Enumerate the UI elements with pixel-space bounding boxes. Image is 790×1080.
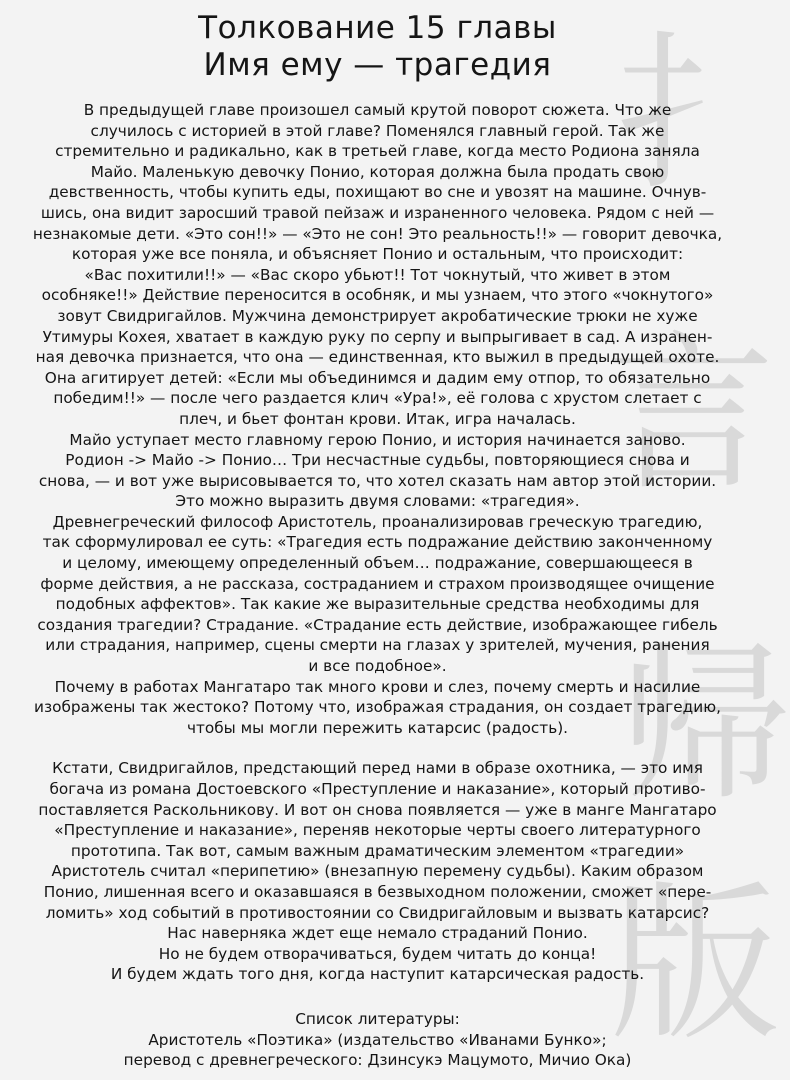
text-line: поставляется Раскольникову. И вот он снова появляется — уже в манге Мангатаро bbox=[38, 800, 717, 819]
body-section-2 bbox=[12, 758, 743, 985]
body-section-1 bbox=[12, 100, 743, 738]
background-calligraphy-glyph: 言 bbox=[604, 316, 775, 514]
text-line: снова, — и вот уже вырисовывается то, что хотел сказать нам автор этой истории. bbox=[38, 471, 717, 490]
text-line: Это можно выразить двумя словами: «трагедия». bbox=[175, 492, 580, 511]
text-line: шись, она видит заросший травой пейзаж и израненного человека. Рядом с ней — bbox=[40, 203, 715, 222]
text-line: богача из романа Достоевского «Преступление и наказание», который противо- bbox=[49, 780, 706, 798]
text-line: случилось с историей в этой главе? Поменялся главный герой. Так же bbox=[90, 121, 665, 140]
background-calligraphy-glyph: 版 bbox=[609, 866, 780, 1064]
text-line: плеч, и бьет фонтан крови. Итак, игра началась. bbox=[179, 409, 576, 428]
text-line: создания трагедии? Страдание. «Страдание есть действие, изображающее гибель bbox=[37, 615, 718, 634]
article-body bbox=[12, 100, 743, 1071]
text-line: В предыдущей главе произошел самый крутой поворот сюжета. Что же bbox=[83, 101, 672, 119]
text-line: зовут Свидригайлов. Мужчина демонстрирует акробатические трюки не хуже bbox=[57, 306, 698, 325]
text-line: Майо. Маленькую девочку Понио, которая должна была продать свою bbox=[90, 162, 665, 181]
text-line: изображены так жестоко? Потому что, изображая страдания, он создает трагедию, bbox=[34, 698, 721, 717]
text-line: прототипа. Так вот, самым важным драматическим элементом «трагедии» bbox=[70, 841, 685, 860]
references bbox=[12, 1009, 743, 1071]
text-line: Но не будем отворачиваться, будем читать до конца! bbox=[158, 944, 597, 963]
background-calligraphy-glyph: 帰 bbox=[619, 626, 790, 824]
page-title bbox=[0, 10, 755, 84]
text-line: Она агитирует детей: «Если мы объединимся и дадим ему отпор, то обязательно bbox=[44, 368, 711, 387]
text-line: Древнегреческий философ Аристотель, проанализировав греческую трагедию, bbox=[52, 512, 703, 531]
text-line: Нас наверняка ждет еще немало страданий Понио. bbox=[167, 924, 588, 943]
text-line: стремительно и радикально, как в третьей главе, когда место Родиона заняла bbox=[55, 142, 700, 161]
title-line-1: Толкование 15 главы bbox=[198, 10, 557, 46]
section-gap bbox=[12, 738, 743, 758]
text-line: Почему в работах Мангатаро так много крови и слез, почему смерть и насилие bbox=[54, 677, 701, 696]
text-line: особняке!!» Действие переносится в особняк, и мы узнаем, что этого «чокнутого» bbox=[41, 286, 714, 305]
text-line: чтобы мы могли пережить катарсис (радость). bbox=[186, 718, 569, 737]
text-line: ломить» ход событий в противостоянии со Свидригайловым и вызвать катарсис? bbox=[45, 903, 710, 922]
text-line: и все подобное». bbox=[308, 657, 447, 676]
references-heading: Список литературы: bbox=[295, 1009, 460, 1028]
text-line: И будем ждать того дня, когда наступит катарсическая радость. bbox=[110, 965, 645, 984]
text-line: Майо уступает место главному герою Понио, и история начинается заново. bbox=[69, 430, 686, 449]
text-line: незнакомые дети. «Это сон!!» — «Это не сон! Это реальность!!» — говорит девочка, bbox=[32, 224, 723, 243]
text-line: Кстати, Свидригайлов, предстающий перед нами в образе охотника, — это имя bbox=[52, 759, 703, 778]
text-line: и целому, имеющему определенный объем… подражание, совершающееся в bbox=[62, 554, 693, 573]
reference-line: перевод с древнегреческого: Дзинсукэ Мацумото, Мичио Ока) bbox=[123, 1051, 632, 1070]
title-line-2: Имя ему — трагедия bbox=[203, 47, 552, 83]
reference-line: Аристотель «Поэтика» (издательство «Иванами Бунко»; bbox=[148, 1030, 607, 1049]
text-line: «Вас похитили!!» — «Вас скоро убьют!! Тот чокнутый, что живет в этом bbox=[84, 265, 671, 284]
text-line: Понио, лишенная всего и оказавшаяся в безвыходном положении, сможет «пере- bbox=[43, 882, 712, 901]
text-line: или страдания, например, сцены смерти на глазах у зрителей, мучения, ранения bbox=[45, 636, 710, 655]
text-line: «Преступление и наказание», переняв некоторые черты своего литературного bbox=[54, 821, 701, 840]
text-line: подобных аффектов». Так какие же выразительные средства необходимы для bbox=[55, 595, 700, 614]
text-line: победим!!» — после чего раздается клич «Ура!», её голова с хрустом слетает с bbox=[53, 389, 702, 408]
text-line: Аристотель считал «перипетию» (внезапную перемену судьбы). Каким образом bbox=[51, 862, 704, 881]
text-line: ная девочка признается, что она — единственная, кто выжил в предыдущей охоте. bbox=[35, 348, 720, 367]
text-line: девственность, чтобы купить еды, похищают во сне и увозят на машине. Очнув- bbox=[48, 183, 707, 202]
text-line: Родион -> Майо -> Понио… Три несчастные судьбы, повторяющиеся снова и bbox=[65, 451, 690, 470]
text-line: которая уже все поняла, и объясняет Понио и остальным, что происходит: bbox=[71, 245, 684, 264]
text-line: форме действия, а не рассказа, состраданием и страхом производящее очищение bbox=[40, 574, 715, 593]
text-line: Утимуры Кохея, хватает в каждую руку по серпу и выпрыгивает в сад. А изранен- bbox=[42, 327, 713, 346]
text-line: так сформулировал ее суть: «Трагедия есть подражание действию законченному bbox=[42, 533, 713, 552]
background-calligraphy-glyph: 扌 bbox=[614, 16, 785, 214]
